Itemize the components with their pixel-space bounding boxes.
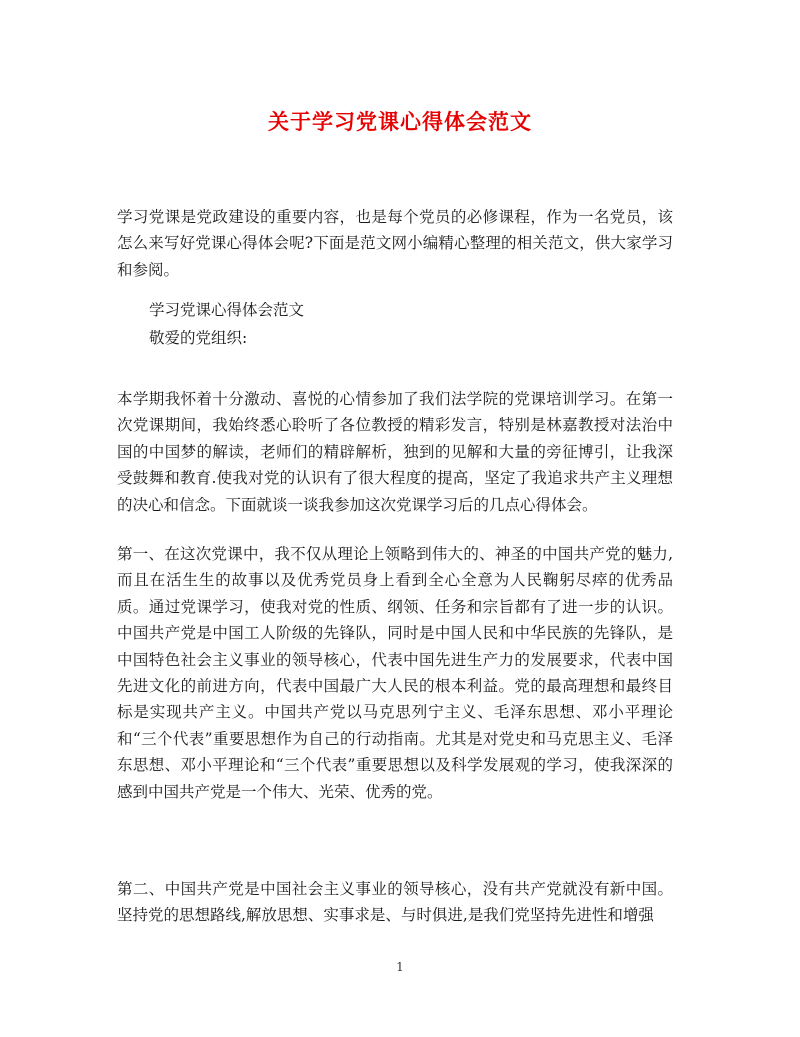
subtitle-line: 学习党课心得体会范文 xyxy=(149,301,305,319)
body-paragraph-2: 第一、在这次党课中，我不仅从理论上领略到伟大的、神圣的中国共产党的魅力,而且在活生生的故事以及优秀党员身上看到全心全意为人民鞠躬尽瘁的优秀品质。通过党课学习，使我对党的性质、纲领、任务和宗旨都有了进一步的认识。中国共产党是中国工人阶级的先锋队，同时是中国人民和中华民族的先锋队，是中国特色社会主义事业的领导核心，代表中国先进生产力的发展要求，代表中国先进文化的前进方向，代表中国最广大人民的根本利益。党的最高理想和最终目标是实现共产主义。中国共产党以马克思列宁主义、毛泽东思想、邓小平理论和“三个代表”重要思想作为自己的行动指南。尤其是对党史和马克思主义、毛泽东思想、邓小平理论和“三个代表”重要思想以及科学发展观的学习，使我深深的感到中国共产党是一个伟大、光荣、优秀的党。 xyxy=(117,545,673,801)
salutation-line: 敬爱的党组织: xyxy=(149,329,248,347)
body-paragraph-1: 本学期我怀着十分激动、喜悦的心情参加了我们法学院的党课培训学习。在第一次党课期间，我始终悉心聆听了各位教授的精彩发言，特别是林嘉教授对法治中国的中国梦的解读，老师们的精辟解析，独到的见解和大量的旁征博引，让我深受鼓舞和教育.使我对党的认识有了很大程度的提高，坚定了我追求共产主义理想的决心和信念。下面就谈一谈我参加这次党课学习后的几点心得体会。 xyxy=(117,390,673,514)
document-title: 关于学习党课心得体会范文 xyxy=(268,109,532,134)
body-paragraph-3: 第二、中国共产党是中国社会主义事业的领导核心，没有共产党就没有新中国。坚持党的思想路线,解放思想、实事求是、与时俱进,是我们党坚持先进性和增强 xyxy=(117,880,673,925)
page-number: 1 xyxy=(396,960,404,974)
intro-paragraph: 学习党课是党政建设的重要内容，也是每个党员的必修课程，作为一名党员，该怎么来写好党课心得体会呢?下面是范文网小编精心整理的相关范文，供大家学习和参阅。 xyxy=(117,208,673,279)
